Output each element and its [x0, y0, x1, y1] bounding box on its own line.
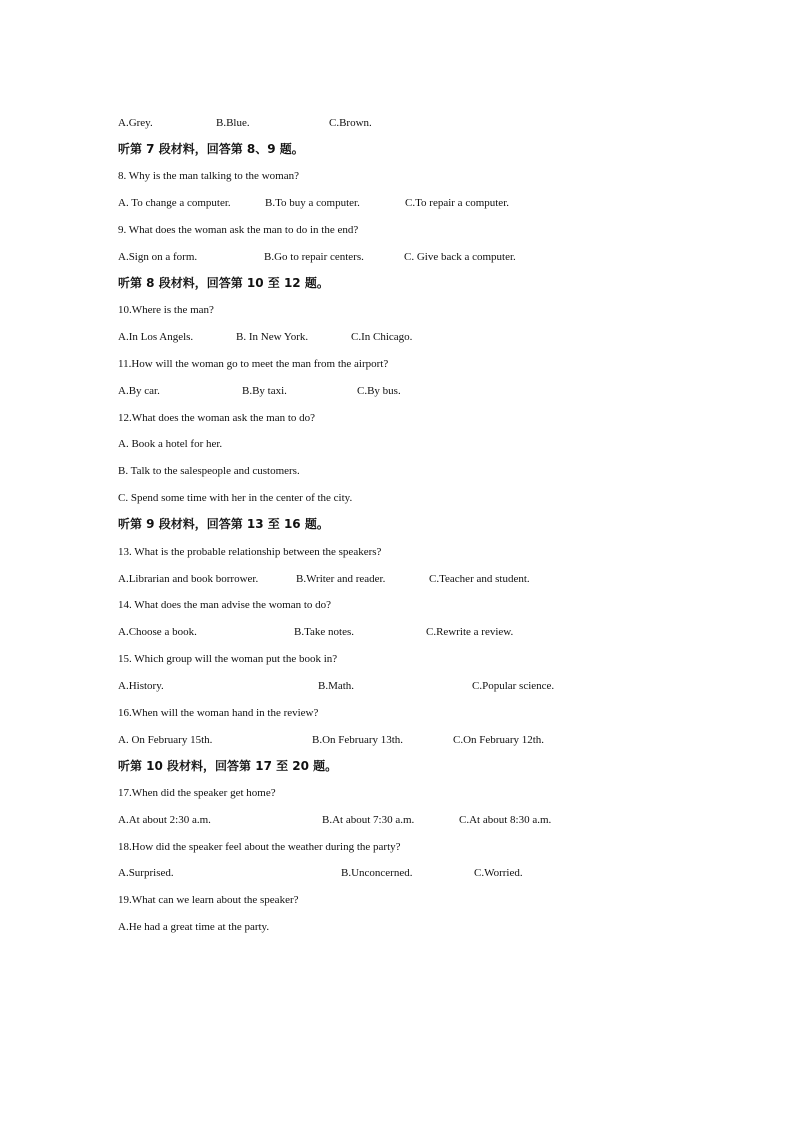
option-b: B.Go to repair centers.: [264, 251, 364, 263]
section-heading-9: 听第 9 段材料，回答第 13 至 16 题。: [118, 517, 329, 531]
option-c: C. Give back a computer.: [404, 251, 516, 263]
question-14: 14. What does the man advise the woman to do?: [118, 599, 332, 611]
option-b: B.By taxi.: [242, 385, 287, 397]
option-a: A.Grey.: [118, 117, 153, 129]
option-b: B.To buy a computer.: [265, 197, 360, 209]
question-9: 9. What does the woman ask the man to do in the end?: [118, 224, 359, 236]
question-10: 10.Where is the man?: [118, 304, 214, 316]
option-b: B.At about 7:30 a.m.: [322, 814, 415, 826]
option-c: C.In Chicago.: [351, 331, 413, 343]
question-15: 15. Which group will the woman put the book in?: [118, 653, 338, 665]
section-heading-7: 听第 7 段材料，回答第 8、9 题。: [118, 142, 304, 156]
option-a: A.Choose a book.: [118, 626, 197, 638]
option-b: B.On February 13th.: [312, 734, 404, 746]
option-a: A.At about 2:30 a.m.: [118, 814, 211, 826]
question-12: 12.What does the woman ask the man to do?: [118, 412, 316, 424]
option-a: A.History.: [118, 680, 164, 692]
question-18: 18.How did the speaker feel about the weather during the party?: [118, 841, 401, 853]
option-c: C.Brown.: [329, 117, 372, 129]
section-heading-10: 听第 10 段材料，回答第 17 至 20 题。: [118, 759, 338, 773]
option-b: B.Blue.: [216, 117, 250, 129]
option-a: A.Surprised.: [118, 867, 174, 879]
option-a: A.Sign on a form.: [118, 251, 198, 263]
question-17: 17.When did the speaker get home?: [118, 787, 276, 799]
question-13: 13. What is the probable relationship between the speakers?: [118, 546, 382, 558]
question-11: 11.How will the woman go to meet the man from the airport?: [118, 358, 389, 370]
option-a: A. To change a computer.: [118, 197, 231, 209]
question-8: 8. Why is the man talking to the woman?: [118, 170, 299, 182]
option-b: B.Unconcerned.: [341, 867, 413, 879]
question-19: 19.What can we learn about the speaker?: [118, 894, 299, 906]
option-c: C.Worried.: [474, 867, 523, 879]
option-b: B.Math.: [318, 680, 355, 692]
option-a: A.Librarian and book borrower.: [118, 573, 259, 585]
option-c: C.Rewrite a review.: [426, 626, 514, 638]
option-c: C.To repair a computer.: [405, 197, 510, 209]
option-c: C.On February 12th.: [453, 734, 545, 746]
question-12-option-b: B. Talk to the salespeople and customers.: [118, 465, 300, 477]
option-b: B.Take notes.: [294, 626, 355, 638]
question-19-option-a: A.He had a great time at the party.: [118, 921, 270, 933]
section-heading-8: 听第 8 段材料，回答第 10 至 12 题。: [118, 276, 329, 290]
option-c: C.Teacher and student.: [429, 573, 530, 585]
question-16: 16.When will the woman hand in the review?: [118, 707, 319, 719]
option-c: C.By bus.: [357, 385, 401, 397]
option-b: B. In New York.: [236, 331, 309, 343]
option-a: A. On February 15th.: [118, 734, 213, 746]
option-b: B.Writer and reader.: [296, 573, 386, 585]
option-c: C.At about 8:30 a.m.: [459, 814, 552, 826]
option-a: A.In Los Angels.: [118, 331, 194, 343]
question-12-option-a: A. Book a hotel for her.: [118, 438, 223, 450]
question-12-option-c: C. Spend some time with her in the center of the city.: [118, 492, 353, 504]
option-c: C.Popular science.: [472, 680, 555, 692]
option-a: A.By car.: [118, 385, 160, 397]
